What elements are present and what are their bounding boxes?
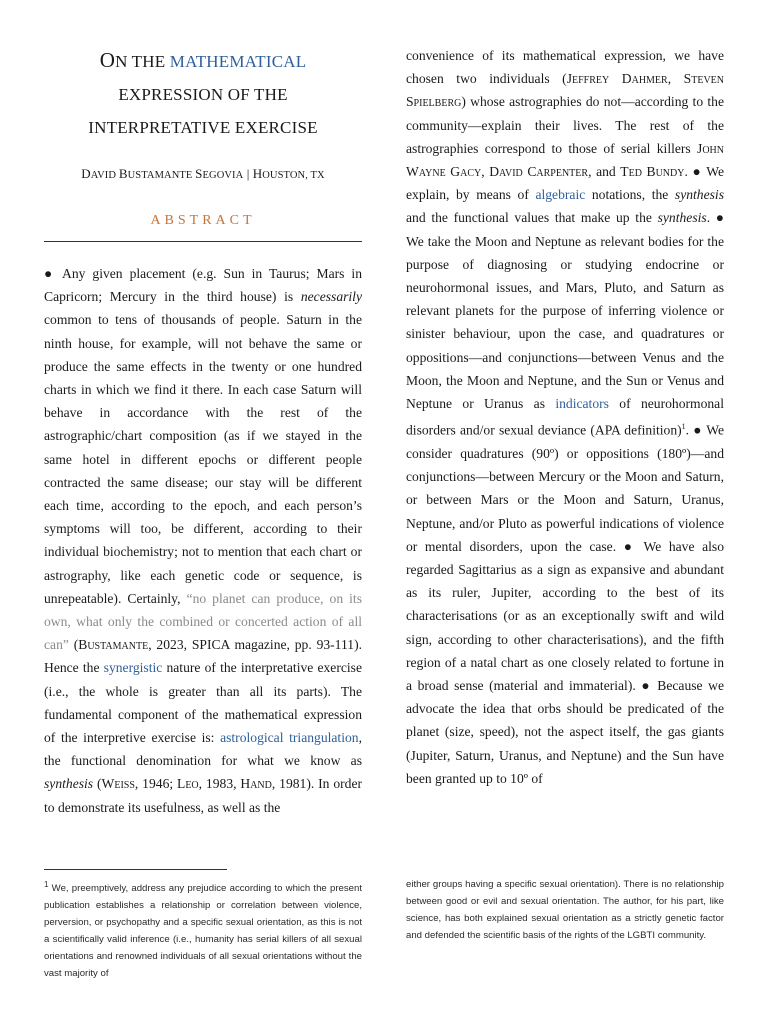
footnote-left: $^1$ We, preemptively, address any prejudice according to which the present publication establishes a relationship or correlation between violence, perversion, or psychopathy and a specific sexual orientation, as this is not a scientifically valid inference (i.e., humanity has serial killers of all sexual orientations and renowned individuals of all sexual orientations without the vast majority of (44, 880, 362, 980)
footnote-ref[interactable]: 1 (681, 422, 686, 432)
link-synergistic[interactable]: synergistic (103, 660, 163, 676)
footnote-divider (44, 869, 227, 870)
abstract-body-right: convenience of its mathematical expression, we have chosen two individuals (Jeffrey Dahmer, Steven Spielberg) whose astrographies do not—according to the community—explain their lives. The rest of the astrographies correspond to those of serial killers John Wayne Gacy, David Carpenter, and Ted Bundy. ● We explain, by means of algebraic notations, the synthesis and the functional values that make up the synthesis. ● We take the Moon and Neptune as relevant bodies for the purpose of diagnosing or studying endocrine or neurohormonal issues, and Mars, Pluto, and Saturn as relevant planets for the purpose of inferring violence or sinister behaviour, upon the case, and quadratures or oppositions—and conjunctions—between Venus and the Moon, the Moon and Neptune, and the Sun or Venus and Neptune or Uranus as indicators of neurohormonal disorders and/or sexual deviance (APA definition)$^1$. ● We consider quadratures (90º) or oppositions (180º)—and conjunctions—between Mercury or the Moon and Saturn, or between Mars or the Moon and Saturn, Uranus, Neptune, and/or Pluto as powerful indications of violence or mental disorders, upon the case. ● We have also regarded Sagittarius as a sign as expansive and abundant as its ruler, Jupiter, according to the best of its characterisations (or as an exceptionally swift and wild sign, according to other characterisations), and the fifth region of a natal chart as one closely related to fortune in a broad sense (material and immaterial). ● Because we advocate the idea that orbs should be predicated of the planet (size, speed), not the aspect itself, the gas giants (Jupiter, Saturn, Uranus, and Neptune) and the Sun have been granted up to 10º of (406, 48, 725, 786)
link-indicators[interactable]: indicators (555, 396, 609, 412)
author-line: DAVID BUSTAMANTE SEGOVIA | HOUSTON, TX (81, 166, 325, 181)
title-highlight: MATHEMATICAL (169, 52, 307, 71)
abstract-heading: ABSTRACT (150, 213, 256, 228)
footnote-right: either groups having a specific sexual orientation). There is no relationship between good or evil and sexual orientation. The author, for his part, like science, has both explained sexual orientation as a strictly genetic factor and defended the scientific basis of the rights of the LGBTI community. (406, 879, 724, 941)
quote: “no planet can produce, on its own, what only the combined or concerted action of all can” (44, 590, 362, 653)
abstract-divider (44, 241, 362, 242)
footnote-marker: 1 (44, 880, 49, 889)
paper-title (44, 44, 362, 144)
title-line-2: EXPRESSION OF THE (118, 85, 288, 104)
link-astrological-triangulation[interactable]: astrological triangulation (220, 730, 359, 746)
link-algebraic[interactable]: algebraic (535, 187, 586, 203)
title-line-3: INTERPRETATIVE EXERCISE (88, 118, 318, 137)
title-line-1: ON THE MATHEMATICAL (99, 48, 307, 72)
abstract-body-left: ● Any given placement (e.g. Sun in Taurus; Mars in Capricorn; Mercury in the third house) is necessarily common to tens of thousands of people. Saturn in the ninth house, for example, will not behave the same or produce the same effects in the twenty or one hundred charts in which we find it there. In each case Saturn will behave in accordance with the rest of the astrographic/chart composition (as if we stayed in the same hotel in different epochs or different people contracted the same disease; our stay will be different each time, according to the epoch, and each person’s symptoms will too, be different, according to their individual biochemistry; not to mention that each chart or astrography, like each genetic code or sequence, is unrepeatable). Certainly, “no planet can produce, on its own, what only the combined or concerted action of all can” (Bustamante, 2023, SPICA magazine, pp. 93-111). Hence the synergistic nature of the interpretative exercise (i.e., the whole is greater than all its parts). The fundamental component of the mathematical expression of the interpretive exercise is: astrological triangulation, the functional denomination for what we know as synthesis (Weiss, 1946; Leo, 1983, Hand, 1981). In order to demonstrate its usefulness, as well as the (44, 266, 363, 815)
